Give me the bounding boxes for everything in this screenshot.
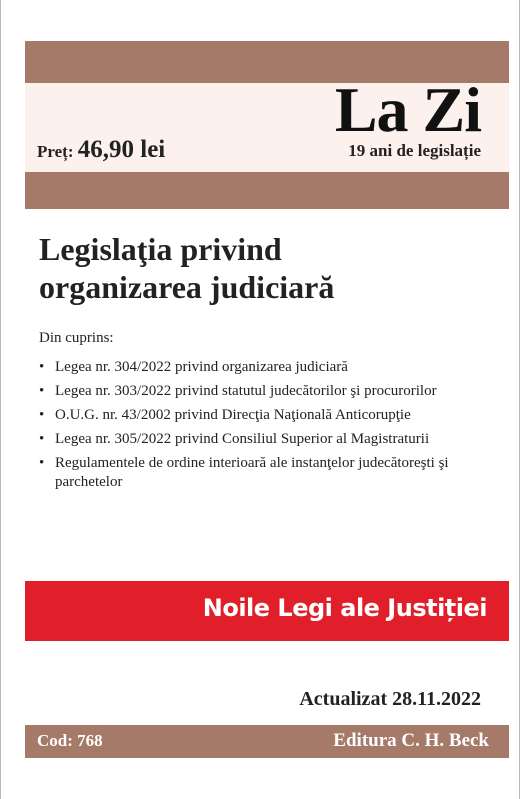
price — [37, 136, 165, 164]
price-value: 46,90 lei — [77, 136, 166, 163]
contents-intro: Din cuprins: — [39, 330, 114, 346]
contents-item — [39, 454, 499, 492]
contents-item-text: Legea nr. 303/2022 privind statutul judecătorilor şi procurorilor — [55, 383, 437, 399]
book-code: Cod: 768 — [37, 731, 103, 750]
series-tagline: 19 ani de legislație — [348, 141, 481, 160]
book-title-line-2: organizarea judiciară — [39, 269, 335, 305]
bullet-icon: • — [39, 359, 45, 375]
contents-item — [39, 358, 499, 377]
contents-item-text: Legea nr. 304/2022 privind organizarea judiciară — [55, 359, 348, 375]
contents-item — [39, 406, 499, 425]
bottom-band — [25, 725, 509, 758]
price-label: Preț: — [37, 142, 74, 161]
contents-list — [39, 358, 499, 497]
bullet-icon: • — [39, 383, 45, 399]
publisher: Editura C. H. Beck — [333, 730, 489, 751]
contents-item-text: O.U.G. nr. 43/2002 privind Direcţia Naţională Anticorupţie — [55, 407, 411, 423]
book-title-line-1: Legislaţia privind — [39, 231, 282, 267]
series-title: La Zi — [334, 74, 481, 145]
bullet-icon: • — [39, 407, 45, 423]
bullet-icon: • — [39, 455, 45, 471]
contents-item-text: Legea nr. 305/2022 privind Consiliul Superior al Magistraturii — [55, 431, 430, 447]
contents-item — [39, 382, 499, 401]
red-banner — [25, 581, 509, 641]
bullet-icon: • — [39, 431, 45, 447]
updated-date: Actualizat 28.11.2022 — [299, 688, 481, 710]
banner-text: Noile Legi ale Justiției — [202, 594, 487, 622]
book-title — [39, 230, 334, 306]
contents-item — [39, 430, 499, 449]
contents-item-text: Regulamentele de ordine interioară ale instanţelor judecătoreşti şi parchetelor — [55, 455, 449, 490]
middle-band — [25, 172, 509, 209]
